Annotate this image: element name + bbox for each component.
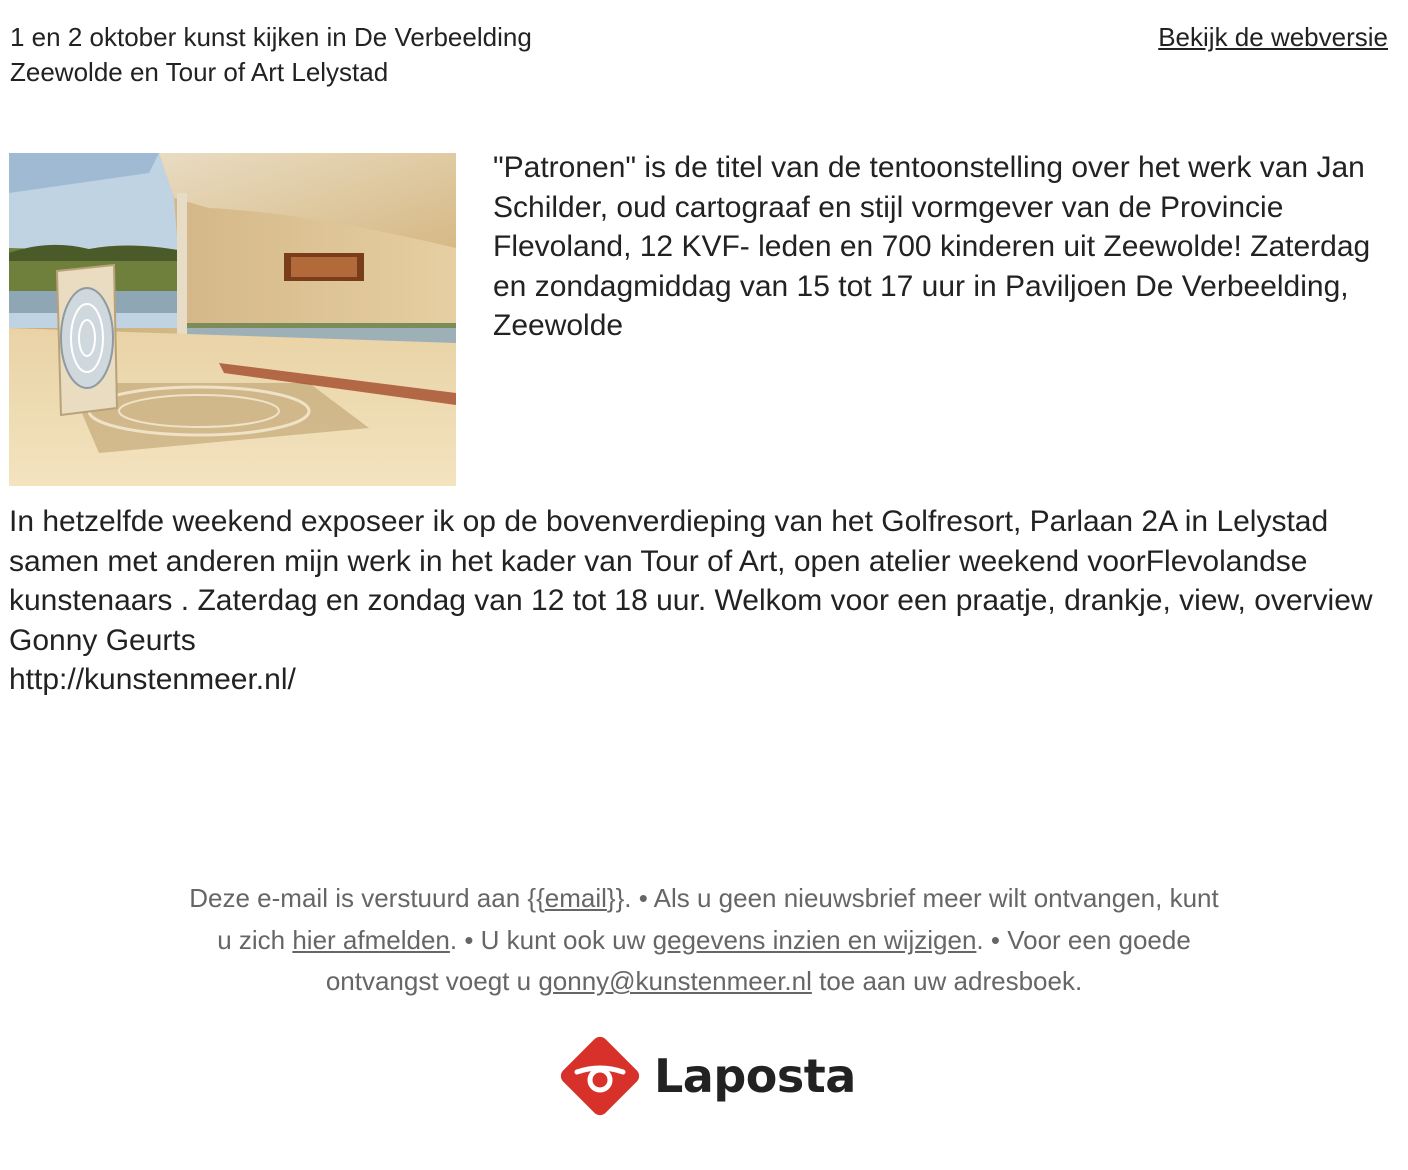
footer-line-3 — [0, 961, 1408, 1003]
footer — [0, 878, 1408, 1003]
footer-text: Deze e-mail is verstuurd aan {{ — [189, 883, 545, 913]
footer-text: . • U kunt ook uw — [449, 924, 653, 955]
footer-line-2 — [0, 920, 1408, 962]
website-link[interactable]: http://kunstenmeer.nl/ — [9, 663, 296, 696]
footer-text: ontvangst voegt u — [325, 966, 539, 996]
preheader-line-2: Zeewolde en Tour of Art Lelystad — [10, 57, 389, 87]
email-link[interactable]: email — [544, 883, 607, 913]
footer-text: }}. • Als u geen nieuwsbrief meer wilt ontvangen, kunt — [606, 883, 1219, 913]
preheader — [10, 20, 610, 90]
body-text — [9, 502, 1401, 700]
footer-text: toe aan uw adresboek. — [811, 966, 1083, 996]
footer-text: . • Voor een goede — [976, 924, 1191, 955]
intro-text: "Patronen" is de titel van de tentoonstelling over het werk van Jan Schilder, oud cartograaf en stijl vormgever van de Provincie Flevoland, 12 KVF- leden en 700 kinderen uit Zeewolde! Zaterdag en zondagmiddag van 15 tot 17 uur in Paviljoen De Verbeelding, Zeewolde — [493, 151, 1371, 342]
footer-text: u zich — [217, 924, 293, 955]
signature: Gonny Geurts — [9, 623, 196, 657]
unsubscribe-link[interactable]: hier afmelden — [292, 924, 450, 955]
footer-line-1 — [0, 878, 1408, 920]
preheader-line-1: 1 en 2 oktober kunst kijken in De Verbeelding — [10, 22, 532, 52]
body-paragraph: In hetzelfde weekend exposeer ik op de bovenverdieping van het Golfresort, Parlaan 2A in Lelystad samen met anderen mijn werk in het kader van Tour of Art, open atelier weekend voorFlevolandse kunstenaars . Zaterdag en zondag van 12 tot 18 uur. Welkom voor een praatje, drankje, view, overview — [9, 505, 1373, 617]
laposta-logo[interactable] — [558, 1033, 856, 1119]
laposta-logo-icon — [558, 1034, 642, 1118]
profile-link[interactable]: gegevens inzien en wijzigen — [652, 924, 977, 955]
laposta-logo-text: Laposta — [654, 1049, 856, 1103]
sender-email-link[interactable]: gonny@kunstenmeer.nl — [538, 966, 812, 996]
exhibition-photo — [9, 153, 456, 486]
view-webversion-link[interactable]: Bekijk de webversie — [1158, 22, 1388, 52]
